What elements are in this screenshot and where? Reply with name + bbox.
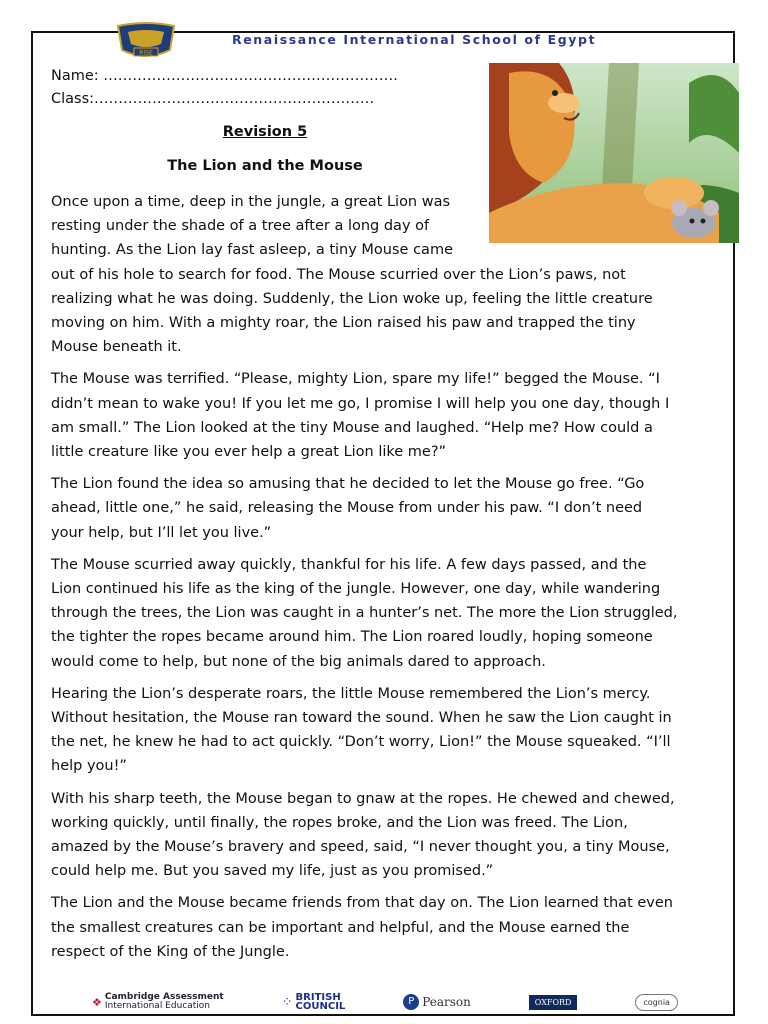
school-header	[110, 22, 670, 62]
british-council-logo: ⁘ BRITISH COUNCIL	[281, 992, 346, 1012]
revision-title: Revision 5	[222, 124, 308, 140]
logo-text: RISE	[139, 49, 153, 57]
school-crest-icon	[110, 22, 182, 60]
paragraph-4: The Mouse scurried away quickly, thankful for his life. A few days passed, and the Lion continued his life as the king of the jungle. However, one day, while wandering through the trees, the Lion was caught in a hunter’s net. The more the Lion struggled, the tighter the ropes became around him. The Lion roared loudly, hoping someone would come to help, but none of the big animals dared to approach.	[51, 556, 678, 670]
paragraph-5: Hearing the Lion’s desperate roars, the little Mouse remembered the Lion’s mercy. Without hesitation, the Mouse ran toward the sound. When he saw the Lion caught in the net, he knew he had to act quickly. “Don’t worry, Lion!” the Mouse squeaked. “I’ll help you!”	[51, 685, 672, 775]
accreditation-footer	[92, 988, 678, 1016]
british-council-logo-icon: ⁘	[281, 994, 293, 1010]
paragraph-3: The Lion found the idea so amusing that he decided to let the Mouse go free. “Go ahead, little one,” he said, releasing the Mouse from under his paw. “I don’t need your help, but I’ll let you live.”	[51, 476, 645, 541]
name-field[interactable]: Name: …………………………………………………….	[51, 68, 398, 84]
story-body	[51, 190, 679, 972]
paragraph-7: The Lion and the Mouse became friends from that day on. The Lion learned that even the smallest creatures can be important and helpful, and the Mouse earned the respect of the King of the Jungle.	[51, 895, 673, 960]
pearson-logo: P Pearson	[403, 994, 471, 1010]
student-fields	[51, 65, 398, 111]
school-name: Renaissance International School of Egypt	[232, 32, 597, 47]
oxford-logo: OXFORD	[529, 995, 578, 1010]
class-field[interactable]: Class:………………………………………………….	[51, 91, 375, 107]
story-title: The Lion and the Mouse	[167, 158, 363, 174]
paragraph-6: With his sharp teeth, the Mouse began to gnaw at the ropes. He chewed and chewed, working quickly, until finally, the ropes broke, and the Lion was freed. The Lion, amazed by the Mouse’s bravery and speed, said, “I never thought you, a tiny Mouse, could help me. But you saved my life, just as you promised.”	[51, 790, 675, 880]
image-wrap-spacer	[479, 190, 679, 240]
cambridge-logo: ❖ Cambridge Assessment International Education	[92, 992, 224, 1011]
cognia-logo: cognia	[635, 994, 678, 1011]
cambridge-logo-icon: ❖	[92, 995, 102, 1009]
pearson-logo-icon: P	[403, 994, 419, 1010]
paragraph-2: The Mouse was terrified. “Please, mighty Lion, spare my life!” begged the Mouse. “I didn’t mean to wake you! If you let me go, I promise I will help you one day, though I am small.” The Lion looked at the tiny Mouse and laughed. “Help me? How could a little creature like you ever help a great Lion like me?”	[51, 371, 670, 461]
paragraph-1: Once upon a time, deep in the jungle, a great Lion was resting under the shade of a tree after a long day of hunting. As the Lion lay fast asleep, a tiny Mouse came out of his hole to search for food. The Mouse scurried over the Lion’s paws, not realizing what he was doing. Suddenly, the Lion woke up, feeling the little creature moving on him. With a mighty roar, the Lion raised his paw and trapped the tiny Mouse beneath it.	[51, 194, 653, 356]
